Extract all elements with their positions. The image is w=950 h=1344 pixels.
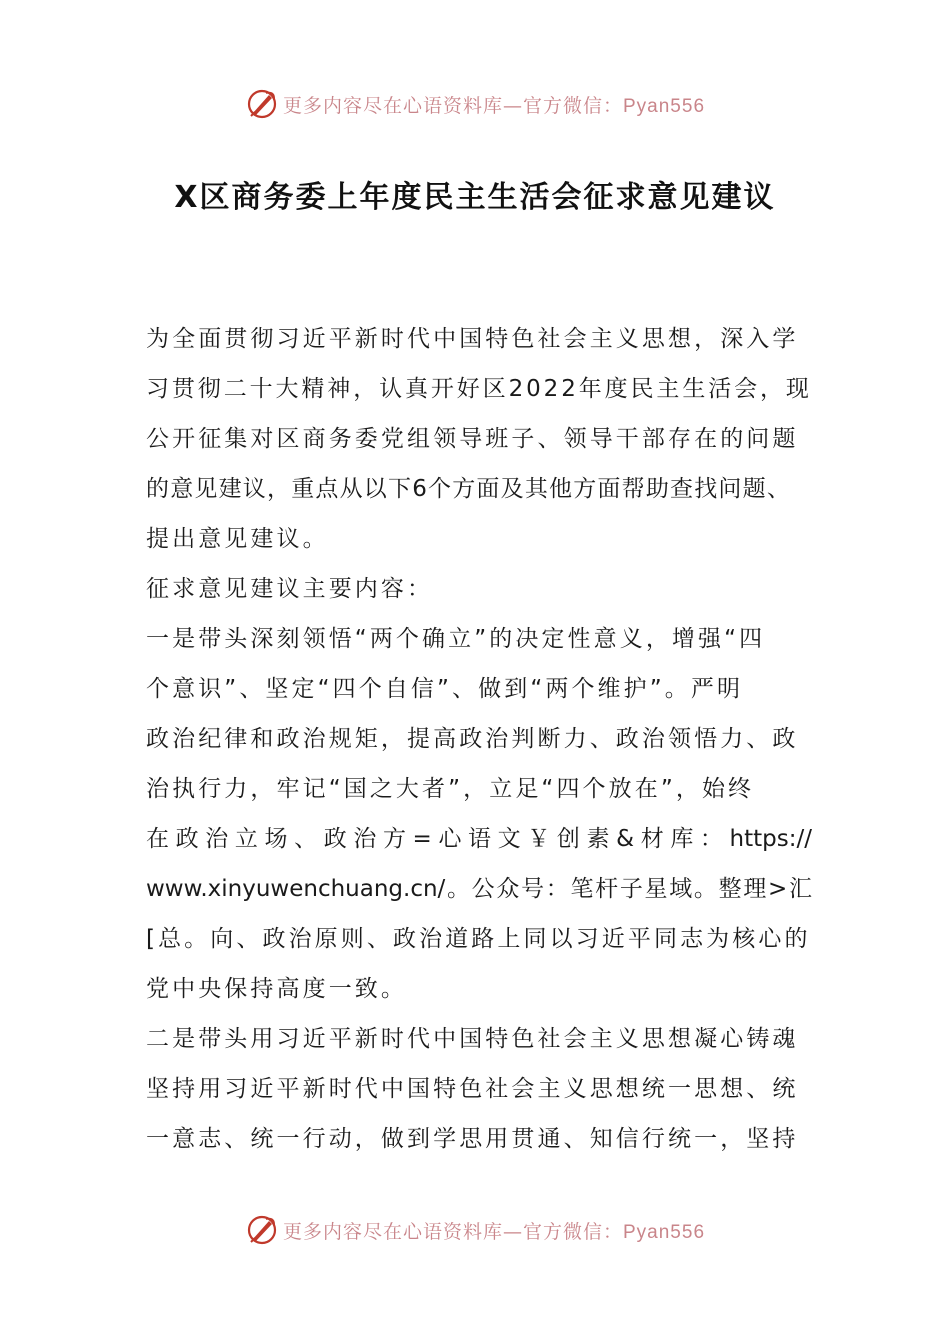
banner-slogan: 更多内容尽在心语资料库—官方微信： [282,1220,623,1243]
banner-slogan: 更多内容尽在心语资料库—官方微信： [282,94,623,117]
document-body [146,314,812,1164]
body-line: 习贯彻二十大精神，认真开好区2022年度民主生活会，现 [146,376,812,402]
body-line: 二是带头用习近平新时代中国特色社会主义思想凝心铸魂 [146,1026,799,1052]
body-line: 公开征集对区商务委党组领导班子、领导干部存在的问题 [146,426,799,452]
body-line: www.xinyuwenchuang.cn/。公众号：笔杆子星域。整理>汇 [146,876,812,902]
body-line: 一意志、统一行动，做到学思用贯通、知信行统一，坚持 [146,1126,799,1152]
header-watermark-banner [0,84,950,124]
document-title: X区商务委上年度民主生活会征求意见建议 [174,180,776,215]
body-line: 一是带头深刻领悟“两个确立”的决定性意义，增强“四 [146,626,766,652]
body-line: 的意见建议，重点从以下6个方面及其他方面帮助查找问题、 [146,476,792,502]
banner-text [283,91,705,118]
quill-pen-logo-icon [245,87,279,121]
quill-pen-logo-icon [245,1213,279,1247]
body-line: 征求意见建议主要内容： [146,576,434,602]
body-line: 党中央保持高度一致。 [146,976,407,1002]
banner-wechat-id: Pyan556 [623,95,706,117]
body-line: 个意识”、坚定“四个自信”、做到“两个维护”。严明 [146,676,744,702]
body-line: 治执行力，牢记“国之大者”，立足“四个放在”，始终 [146,776,755,802]
banner-wechat-id: Pyan556 [623,1221,706,1243]
footer-watermark-banner [0,1210,950,1250]
body-line: [总。向、政治原则、政治道路上同以习近平同志为核心的 [146,926,811,952]
banner-text [283,1217,705,1244]
body-line: 提出意见建议。 [146,526,329,552]
body-line: 为全面贯彻习近平新时代中国特色社会主义思想，深入学 [146,326,799,352]
body-line: 坚持用习近平新时代中国特色社会主义思想统一思想、统 [146,1076,799,1102]
body-line: 在政治立场、政治方=心语文￥创素&材库：https:// [146,826,812,852]
body-line: 政治纪律和政治规矩，提高政治判断力、政治领悟力、政 [146,726,799,752]
